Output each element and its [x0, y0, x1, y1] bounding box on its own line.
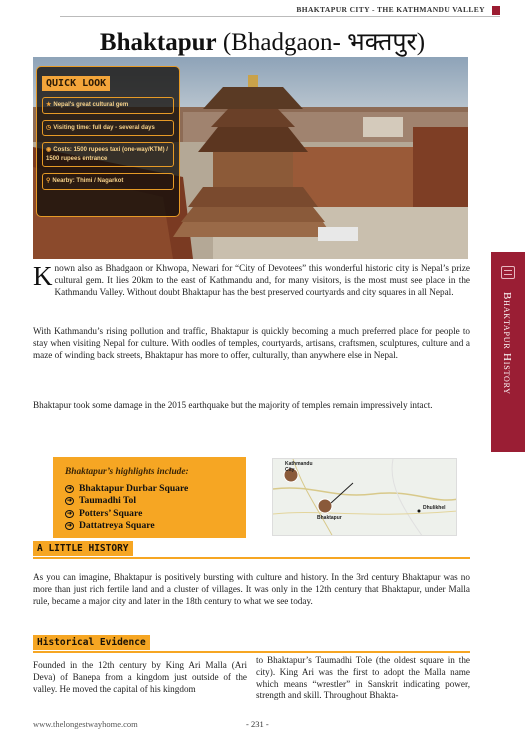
header-accent-mark — [492, 6, 500, 15]
evidence-column-1: Founded in the 12th century by King Ari Malla (Ari Deva) of Banepa from a kingdom just outside of the valley. He moved the capital of his kingdom — [33, 660, 247, 694]
highlight-item-label: Taumadhi Tol — [79, 495, 136, 507]
map-label-dhulikhel: Dhulikhel — [423, 505, 446, 511]
section-heading-history: A LITTLE HISTORY — [33, 541, 133, 556]
money-icon: ◉ — [46, 147, 52, 153]
drop-cap: K — [33, 261, 53, 291]
document-icon — [501, 266, 515, 279]
footer-url-link[interactable]: www.thelongestwayhome.com — [33, 719, 138, 729]
arrow-circle-icon: ➜ — [66, 485, 73, 492]
quick-look-item-text: Nearby: Thimi / Nagarkot — [52, 178, 124, 184]
arrow-circle-icon: ➜ — [66, 510, 73, 517]
arrow-circle-icon: ➜ — [66, 523, 73, 530]
history-paragraph: As you can imagine, Bhaktapur is positively bursting with culture and history. In the 3rd century Bhaktapur was no more than just rich fertile land and a cluster of villages. It was only in the 12th century that Bhaktapur, under Malla rule, became a major city and later in the 18th century to what we see today. — [33, 572, 470, 606]
page-number: - 231 - — [246, 719, 269, 729]
intro-paragraph-1 — [33, 263, 470, 298]
quick-look-item — [42, 142, 174, 167]
quick-look-item-text: Costs: 1500 rupees taxi (one-way/KTM) / 1500 rupees entrance — [46, 147, 168, 162]
clock-icon: ◷ — [46, 124, 52, 131]
map-label-bhaktapur: Bhaktapur — [317, 515, 342, 521]
highlights-title: Bhaktapur’s highlights include: — [65, 467, 189, 477]
arrow-circle-icon: ➜ — [66, 498, 73, 505]
intro-paragraph-1-text: nown also as Bhadgaon or Khwopa, Newari for “City of Devotees” this wonderful historic city is Nepal’s prize cultural gem. It lies 20km to the east of Kathmandu and, for many visitors, is the most must see place in the Kathmandu Valley. Without doubt Bhaktapur has the best preserved courtyards and city squares in all Nepal. — [54, 263, 470, 297]
quick-look-item-text: Visiting time: full day - several days — [53, 124, 155, 131]
highlight-item-label: Potters’ Square — [79, 507, 143, 519]
side-tab-chapter[interactable] — [491, 252, 525, 452]
section-rule — [33, 557, 470, 559]
header-rule — [60, 16, 500, 17]
quick-look-box — [36, 66, 180, 217]
quick-look-item — [42, 97, 174, 114]
highlight-item-label: Dattatreya Square — [79, 520, 155, 532]
running-header: BHAKTAPUR CITY - THE KATHMANDU VALLEY — [296, 5, 485, 14]
location-pin-icon: ⚲ — [46, 178, 51, 184]
section-heading-evidence: Historical Evidence — [33, 635, 150, 650]
title-alt: (Bhadgaon- भक्तपुर) — [222, 29, 426, 56]
location-map — [272, 458, 457, 536]
section-rule — [33, 651, 470, 653]
quick-look-item — [42, 120, 174, 137]
page-title — [0, 28, 525, 58]
intro-paragraph-3: Bhaktapur took some damage in the 2015 earthquake but the majority of temples remain impressively intact. — [33, 400, 433, 410]
quick-look-title: QUICK LOOK — [42, 76, 110, 91]
highlight-item-label: Bhaktapur Durbar Square — [79, 483, 189, 494]
evidence-column-2: to Bhaktapur’s Taumadhi Tole (the oldest square in the city). King Ari was the first to adopt the Malla name which means “wrestler” in Sanskrit indicating power, strength and skill. Throughout Bhakta- — [256, 655, 470, 701]
highlight-item — [65, 483, 234, 495]
quick-look-item — [42, 173, 174, 190]
intro-paragraph-2: With Kathmandu’s rising pollution and traffic, Bhaktapur is quickly becoming a much preferred place for people to stay when visiting Nepal for culture. With oodles of temples, courtyards, artisans, craftsmen, sculptures, culture and a maze of winding back streets, Bhaktapur has more to offer, culturally, than anywhere else in Nepal. — [33, 326, 470, 360]
highlight-item — [65, 495, 234, 507]
title-main: Bhaktapur — [99, 29, 217, 56]
highlights-box — [53, 457, 246, 538]
star-icon: ★ — [46, 102, 52, 108]
highlight-item — [65, 520, 234, 532]
map-label-kathmandu: Kathmandu City — [285, 461, 313, 473]
quick-look-item-text: Nepal's great cultural gem — [53, 102, 129, 108]
highlight-item — [65, 508, 234, 520]
side-tab-label: Bhaktapur History — [501, 292, 513, 395]
